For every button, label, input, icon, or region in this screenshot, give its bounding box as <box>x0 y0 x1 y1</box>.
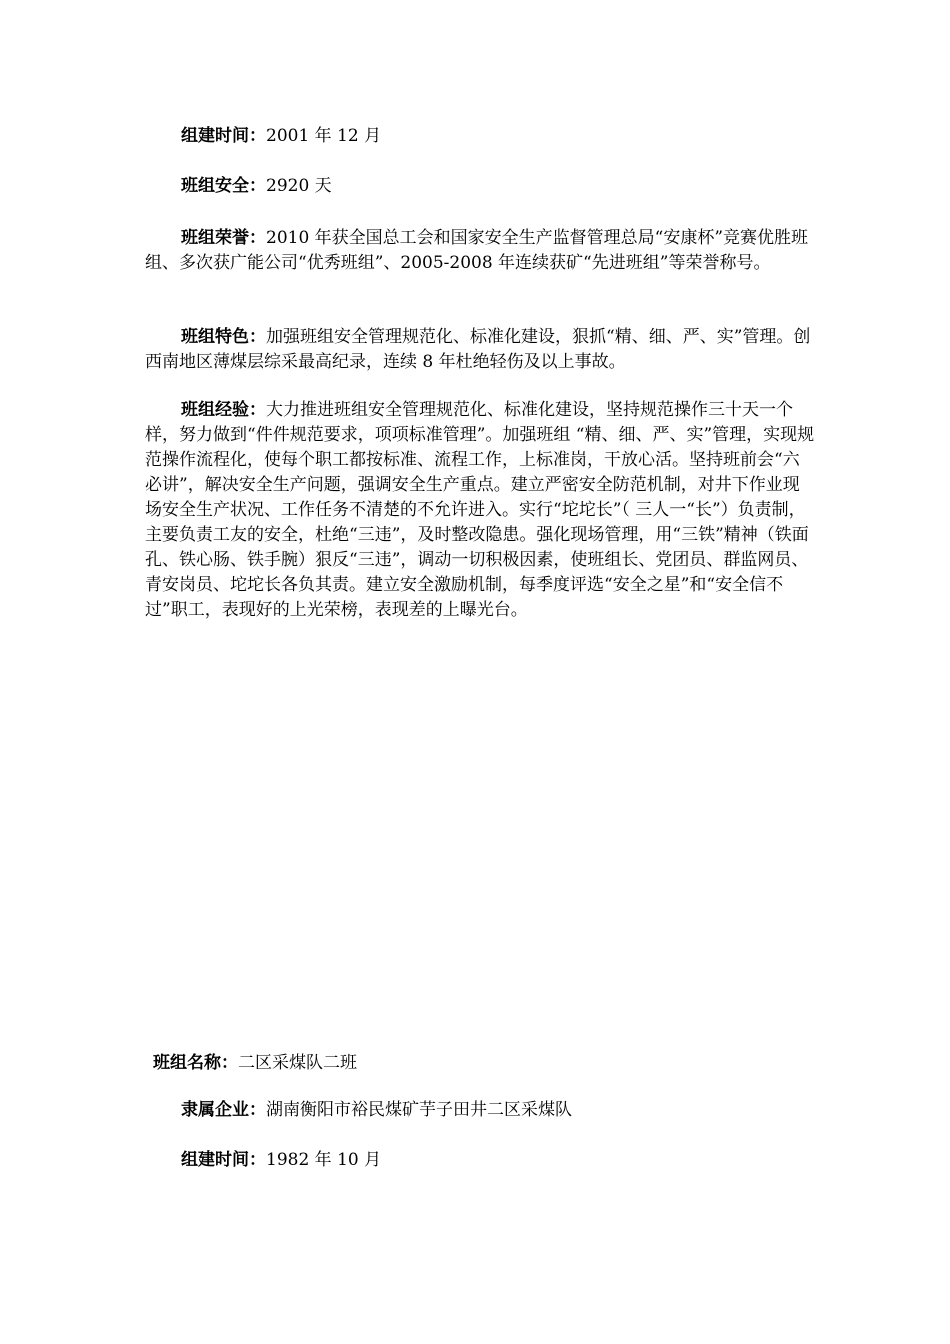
company-label: 隶属企业： <box>181 1100 266 1120</box>
founded-label: 组建时间： <box>181 126 266 146</box>
experience-paragraph <box>145 398 815 623</box>
company-field <box>145 1098 815 1123</box>
experience-label: 班组经验： <box>181 400 266 420</box>
features-label: 班组特色： <box>181 327 266 347</box>
safety-label: 班组安全： <box>181 176 266 196</box>
safety-value: 2920 天 <box>266 176 332 196</box>
founded-field <box>145 124 815 149</box>
founded2-value: 1982 年 10 月 <box>266 1150 382 1170</box>
founded2-field <box>145 1148 815 1173</box>
safety-field <box>145 174 815 199</box>
honors-paragraph <box>145 226 815 276</box>
company-value: 湖南衡阳市裕民煤矿芋子田井二区采煤队 <box>266 1100 572 1120</box>
honors-label: 班组荣誉： <box>181 228 266 248</box>
features-value: 加强班组安全管理规范化、标准化建设，狠抓“精、细、严、实”管理。创西南地区薄煤层综采最高纪录，连续 8 年杜绝轻伤及以上事故。 <box>145 327 811 372</box>
founded-value: 2001 年 12 月 <box>266 126 382 146</box>
team-name-label: 班组名称： <box>153 1053 238 1073</box>
founded2-label: 组建时间： <box>181 1150 266 1170</box>
features-paragraph <box>145 325 815 375</box>
team-name-value: 二区采煤队二班 <box>238 1053 357 1073</box>
experience-value: 大力推进班组安全管理规范化、标准化建设，坚持规范操作三十天一个样，努力做到“件件规范要求，项项标准管理”。加强班组 “精、细、严、实”管理，实现规范操作流程化，使每个职工都按标准、流程工作，上标准岗，干放心活。坚持班前会“六必讲”，解决安全生产问题，强调安全生产重点。建立严密安全防范机制，对井下作业现场安全生产状况、工作任务不清楚的不允许进入。实行“坨坨长”（ 三人一“长”）负责制，主要负责工友的安全，杜绝“三违”，及时整改隐患。强化现场管理，用“三铁”精神（铁面孔、铁心肠、铁手腕）狠反“三违”，调动一切积极因素，使班组长、党团员、群监网员、青安岗员、坨坨长各负其责。建立安全激励机制，每季度评选“安全之星”和“安全信不过”职工，表现好的上光荣榜，表现差的上曝光台。 <box>145 400 815 620</box>
honors-value: 2010 年获全国总工会和国家安全生产监督管理总局“安康杯”竞赛优胜班组、多次获广能公司“优秀班组”、2005-2008 年连续获矿“先进班组”等荣誉称号。 <box>145 228 809 273</box>
team-name-field <box>153 1051 357 1076</box>
